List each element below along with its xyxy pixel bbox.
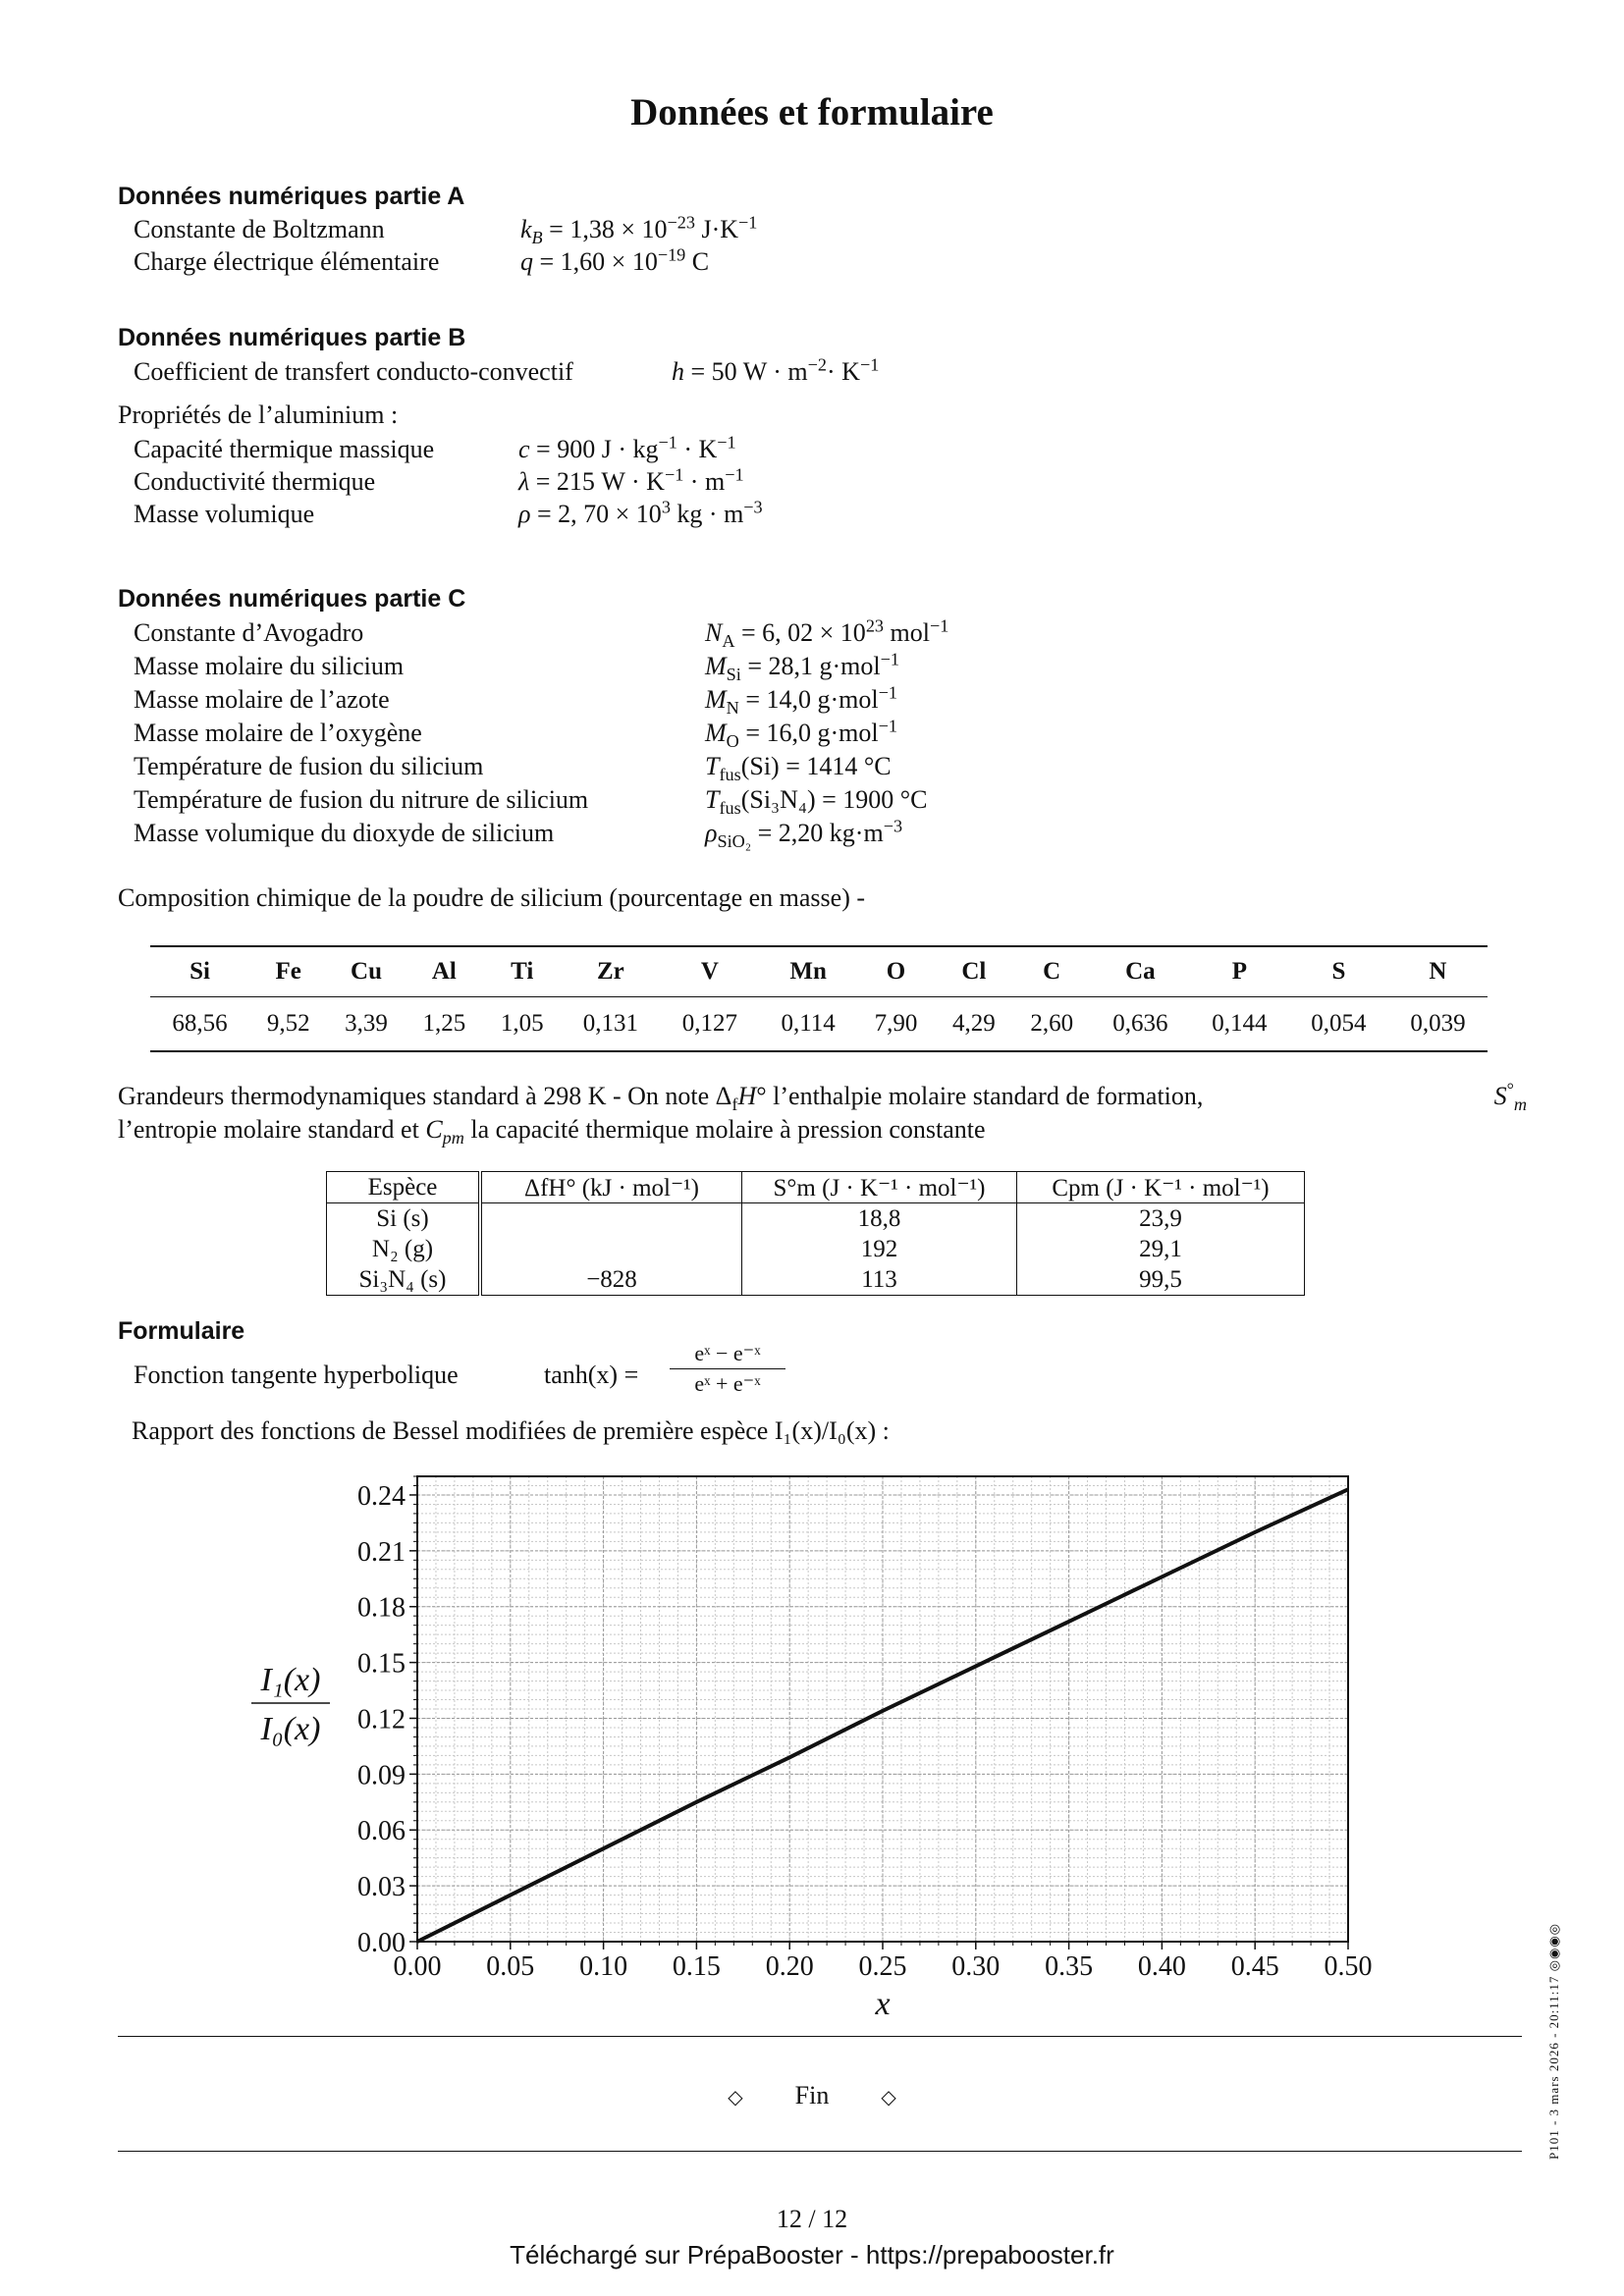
alu-value: c = 900 $J \cdot kg^{-1} \cdot K^{-1}$ (518, 432, 736, 463)
thermo-header: Cpm (J · K⁻¹ · mol⁻¹) (1017, 1172, 1305, 1203)
composition-header: S (1289, 946, 1388, 997)
h-value: h = 50 $W \cdot m^{-2}\cdot K^{-1}$ (672, 354, 880, 386)
x-axis-label: x (875, 1986, 891, 2022)
composition-cell: 9,52 (249, 997, 327, 1052)
composition-header: P (1190, 946, 1289, 997)
composition-caption: Composition chimique de la poudre de silicium (pourcentage en masse) - (118, 883, 866, 912)
fin-text: Fin (794, 2081, 830, 2109)
composition-header: Al (406, 946, 483, 997)
y-tick-label: 0.24 (357, 1480, 406, 1512)
composition-header: V (660, 946, 759, 997)
y-axis-label-denominator: I₀(x) (260, 1711, 321, 1747)
alu-label: Conductivité thermique (134, 467, 376, 496)
c-value: $M_N = 14,0$ g·mol$^{-1}$ (705, 682, 897, 719)
composition-cell: 1,05 (483, 997, 561, 1052)
thermo-cell (480, 1203, 742, 1235)
composition-header: N (1388, 946, 1488, 997)
x-tick-label: 0.20 (765, 1951, 814, 1982)
y-tick-label: 0.06 (357, 1816, 406, 1847)
composition-cell: 0,636 (1091, 997, 1190, 1052)
thermo-header: Espèce (327, 1172, 481, 1203)
composition-header: Zr (561, 946, 660, 997)
thermo-cell: Si (s) (327, 1203, 481, 1235)
composition-cell: 0,114 (759, 997, 856, 1052)
c-value: $M_{Si} = 28,1$ g·mol$^{-1}$ (705, 649, 899, 685)
composition-header: Mn (759, 946, 856, 997)
x-tick-label: 0.50 (1324, 1951, 1373, 1982)
diamond-icon: ◇ (881, 2087, 896, 2109)
x-tick-label: 0.05 (486, 1951, 535, 1982)
charge-value: $q = 1,60 \times 10^{-19}$ C (520, 244, 710, 276)
thermo-cell: 99,5 (1017, 1264, 1305, 1296)
composition-cell: 1,25 (406, 997, 483, 1052)
c-label: Constante d’Avogadro (134, 618, 364, 647)
composition-cell: 2,60 (1013, 997, 1091, 1052)
composition-header: C (1013, 946, 1091, 997)
c-label: Masse molaire de l’oxygène (134, 719, 422, 747)
diamond-icon: ◇ (728, 2087, 743, 2109)
composition-cell: 3,39 (327, 997, 405, 1052)
part-b-heading: Données numériques partie B (118, 324, 466, 351)
y-tick-label: 0.12 (357, 1704, 406, 1735)
license-icon: ◎◉◉◎ (1546, 1922, 1561, 1972)
thermo-cell: 29,1 (1017, 1234, 1305, 1264)
thermo-table (326, 1171, 1305, 1296)
bessel-label: Rapport des fonctions de Bessel modifiées de première espèce I₁(x)/I₀(x) : (132, 1416, 890, 1445)
composition-header: O (857, 946, 935, 997)
h-label: Coefficient de transfert conducto-convectif (134, 357, 573, 386)
thermo-header: ΔfH° (kJ · mol⁻¹) (480, 1172, 742, 1203)
composition-cell: 0,039 (1388, 997, 1488, 1052)
tanh-lhs: tanh(x) = (544, 1361, 639, 1389)
c-label: Température de fusion du nitrure de silicium (134, 785, 589, 814)
alu-label: Masse volumique (134, 500, 315, 528)
c-value: $T_{fus}(Si) = 1414$ °C (705, 752, 892, 785)
composition-cell: 0,144 (1190, 997, 1289, 1052)
c-value: $N_A = 6$, $02 \times 10^{23}$ mol$^{-1}$ (705, 615, 949, 652)
x-tick-label: 0.15 (672, 1951, 721, 1982)
tanh-numerator: eˣ − e⁻ˣ (694, 1341, 761, 1365)
boltzmann-value: $k_B = 1,38 \times 10^{-23}$ $J\cdot K^{-1}$ (520, 212, 758, 248)
thermo-cell (480, 1234, 742, 1264)
y-tick-label: 0.21 (357, 1536, 406, 1568)
x-tick-label: 0.40 (1137, 1951, 1186, 1982)
thermo-cell: Si₃N₄ (s) (327, 1264, 481, 1296)
alu-value: ρ = 2, $70 \times 10^3$ kg · $m^{-3}$ (518, 497, 763, 528)
part-a-heading: Données numériques partie A (118, 183, 465, 210)
composition-table (150, 945, 1488, 1052)
tanh-fraction (670, 1341, 785, 1397)
y-axis-label-numerator: I₁(x) (260, 1662, 321, 1698)
composition-cell: 0,054 (1289, 997, 1388, 1052)
y-tick-label: 0.03 (357, 1872, 406, 1903)
composition-cell: 7,90 (857, 997, 935, 1052)
boltzmann-label: Constante de Boltzmann (134, 215, 385, 243)
x-tick-label: 0.30 (951, 1951, 1001, 1982)
composition-cell: 68,56 (150, 997, 249, 1052)
divider-top (118, 2036, 1522, 2037)
c-label: Masse molaire de l’azote (134, 685, 390, 714)
tanh-denominator: eˣ + e⁻ˣ (694, 1371, 761, 1396)
fin-line (0, 2081, 1624, 2110)
page-number: 12 / 12 (776, 2205, 848, 2233)
thermo-cell: 113 (742, 1264, 1017, 1296)
download-note: Téléchargé sur PrépaBooster - https://prepabooster.fr (510, 2240, 1114, 2269)
side-note: P101 - 3 mars 2026 - 20:11:17 ◎◉◉◎ (1546, 1922, 1561, 2160)
thermo-cell: −828 (480, 1264, 742, 1296)
composition-cell: 4,29 (935, 997, 1012, 1052)
composition-header: Cl (935, 946, 1012, 997)
composition-header: Fe (249, 946, 327, 997)
c-value: $T_{fus}(Si_3N_4) = 1900$ °C (705, 785, 928, 819)
tanh-label: Fonction tangente hyperbolique (134, 1361, 459, 1389)
thermo-cell: 18,8 (742, 1203, 1017, 1235)
composition-header: Cu (327, 946, 405, 997)
alu-value: λ = 215 $W \cdot K^{-1} \cdot m^{-1}$ (518, 464, 744, 496)
thermo-cell: 23,9 (1017, 1203, 1305, 1235)
part-c-heading: Données numériques partie C (118, 585, 466, 613)
y-tick-label: 0.09 (357, 1760, 406, 1791)
page-title: Données et formulaire (630, 91, 994, 133)
c-value: $M_O = 16,0$ g·mol$^{-1}$ (705, 716, 897, 752)
composition-header: Si (150, 946, 249, 997)
x-tick-label: 0.35 (1045, 1951, 1094, 1982)
composition-cell: 0,131 (561, 997, 660, 1052)
y-tick-label: 0.18 (357, 1592, 406, 1624)
charge-label: Charge électrique élémentaire (134, 247, 440, 276)
composition-header: Ti (483, 946, 561, 997)
composition-cell: 0,127 (660, 997, 759, 1052)
alu-label: Capacité thermique massique (134, 435, 435, 463)
bessel-chart (226, 1463, 1404, 2042)
composition-header: Ca (1091, 946, 1190, 997)
thermo-caption: Grandeurs thermodynamiques standard à 298 K - On note $\Delta_fH^\circ$ l’enthalpie molaire standard de formation, $S^\circ_m$ l’entropie molaire standard et $C_{pm}$ la capacité thermique molaire à pression constante (118, 1079, 1527, 1148)
formulaire-heading: Formulaire (118, 1317, 245, 1345)
divider-bottom (118, 2151, 1522, 2152)
alu-intro: Propriétés de l’aluminium : (118, 400, 399, 429)
c-label: Température de fusion du silicium (134, 752, 484, 780)
x-tick-label: 0.10 (579, 1951, 628, 1982)
c-label: Masse volumique du dioxyde de silicium (134, 819, 555, 847)
x-tick-label: 0.25 (858, 1951, 907, 1982)
y-tick-label: 0.15 (357, 1648, 406, 1680)
thermo-header: S°m (J · K⁻¹ · mol⁻¹) (742, 1172, 1017, 1203)
x-tick-label: 0.45 (1230, 1951, 1279, 1982)
c-label: Masse molaire du silicium (134, 652, 405, 680)
c-value: $\rho_{SiO_2} = 2,20$ $kg\cdot m^{-3}$ (705, 816, 903, 852)
thermo-cell: N₂ (g) (327, 1234, 481, 1264)
thermo-cell: 192 (742, 1234, 1017, 1264)
y-tick-label: 0.00 (357, 1928, 406, 1958)
x-tick-label: 0.00 (393, 1951, 442, 1982)
